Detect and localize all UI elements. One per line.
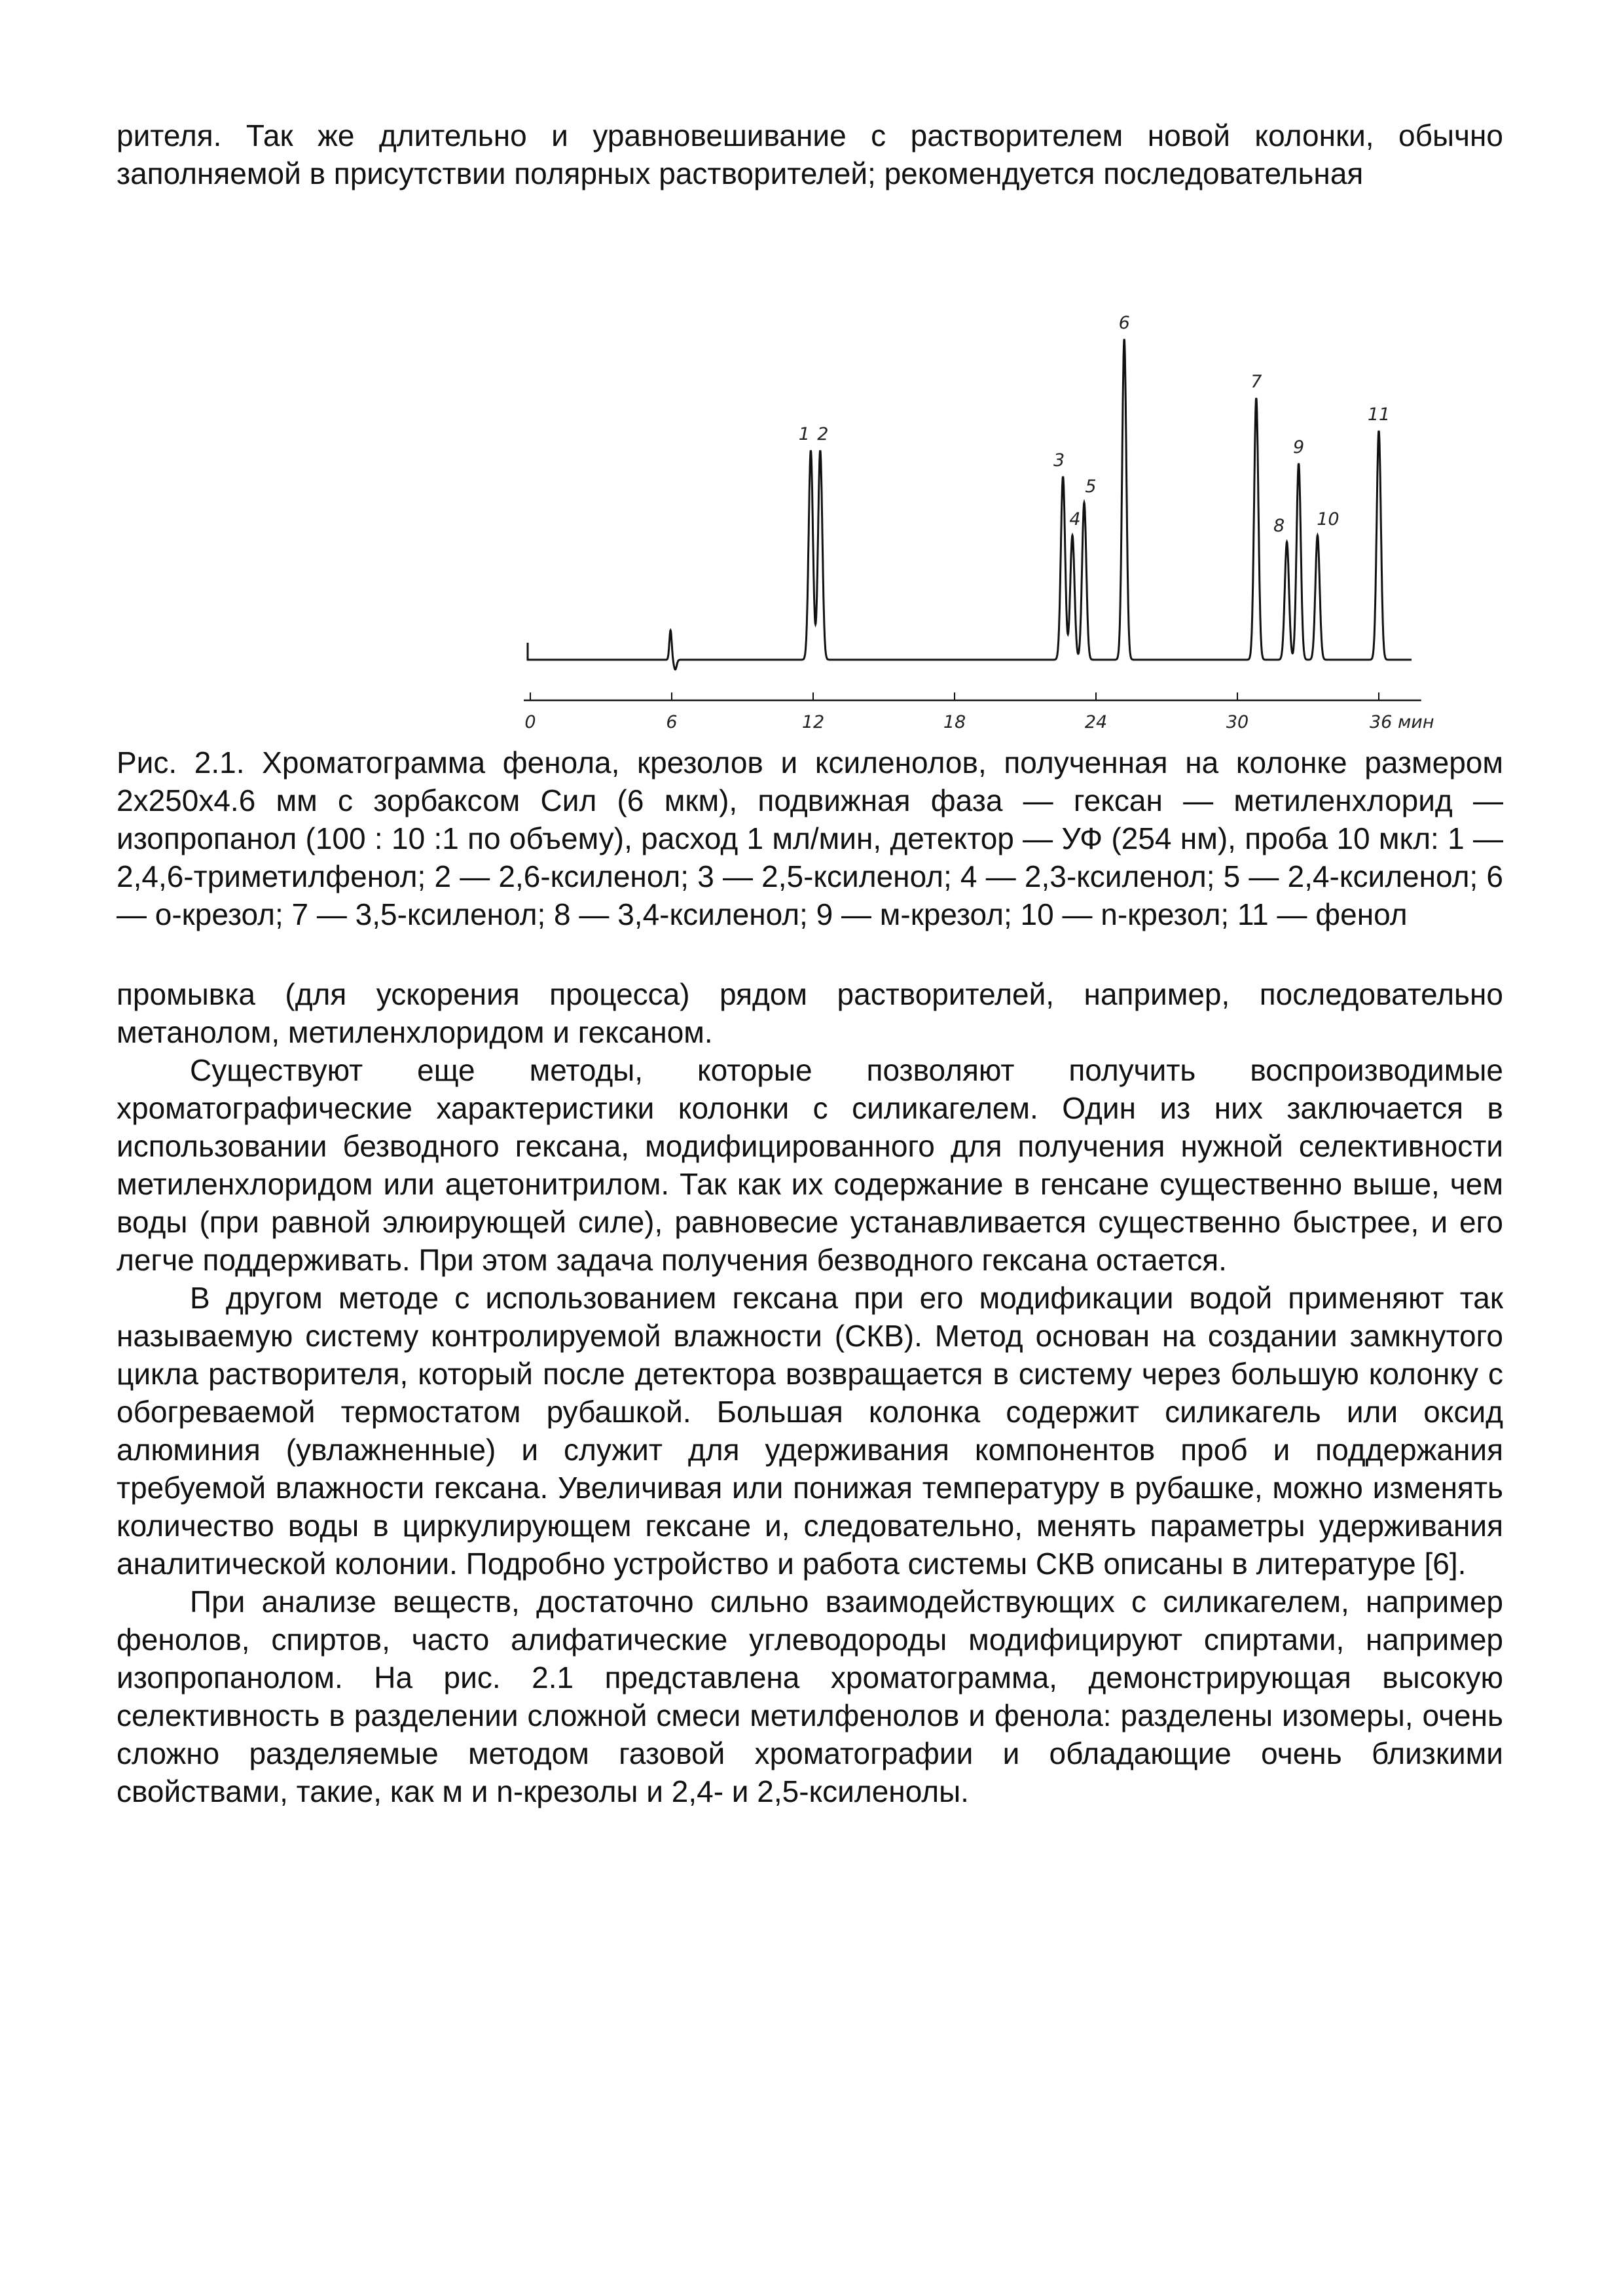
chromatogram-figure [117, 208, 1503, 744]
document-page [117, 117, 1503, 1810]
time-axis-tick-label: 24 [1084, 712, 1108, 732]
peak-label-9: 9 [1293, 437, 1305, 457]
peak-label-8: 8 [1273, 516, 1285, 536]
time-axis-tick-label: 30 [1226, 712, 1249, 732]
peak-label-5: 5 [1085, 476, 1097, 497]
time-axis-tick-label: 6 [666, 712, 678, 732]
peak-label-7: 7 [1250, 372, 1262, 392]
time-axis-tick-label: 12 [801, 712, 825, 732]
peak-label-11: 11 [1367, 404, 1391, 425]
time-axis-tick-label: 0 [524, 712, 536, 732]
paragraph-analysis: При анализе веществ, достаточно сильно взаимодействующих с силикагелем, например фенолов, спиртов, часто алифатические углеводороды модифицируют спиртами, например изопропанолом. На рис. 2.1 представлена хроматограмма, демонстрирующая высокую селективность в разделении сложной смеси метилфенолов и фенола: разделены изомеры, очень сложно разделяемые методом газовой хроматографии и обладающие очень близкими свойствами, такие, как м и n-крезолы и 2,4- и 2,5-ксиленолы. [117, 1585, 1503, 1808]
figure-caption: Рис. 2.1. Хроматограмма фенола, крезолов и ксиленолов, полученная на колонке размером 2x250x4.6 мм с зорбаксом Сил (6 мкм), подвижная фаза — гексан — метиленхлорид — изопропанол (100 : 10 :1 по объему), расход 1 мл/мин, детектор — УФ (254 нм), проба 10 мкл: 1 — 2,4,6-триметилфенол; 2 — 2,6-ксиленол; 3 — 2,5-ксиленол; 4 — 2,3-ксиленол; 5 — 2,4-ксиленол; 6 — о-крезол; 7 — 3,5-ксиленол; 8 — 3,4-ксиленол; 9 — м-крезол; 10 — n-крезол; 11 — фенол [117, 745, 1503, 931]
peak-label-4: 4 [1069, 509, 1081, 529]
time-axis-tick-label: 18 [943, 712, 966, 732]
chromatogram-trace [528, 339, 1412, 670]
top-paragraph: рителя. Так же длительно и уравновешивание с растворителем новой колонки, обычно заполняемой в присутствии полярных растворителей; рекомендуется последовательная [117, 118, 1503, 190]
time-axis-tick-label: 36 мин [1370, 712, 1434, 732]
peak-label-1: 1 [798, 424, 810, 444]
chromatogram-chart [117, 208, 1503, 744]
paragraph-continued: промывка (для ускорения процесса) рядом растворителей, например, последовательно метанолом, метиленхлоридом и гексаном. [117, 977, 1503, 1049]
peak-label-6: 6 [1118, 313, 1130, 333]
peak-label-10: 10 [1317, 509, 1340, 529]
paragraph-methods: Существуют еще методы, которые позволяют получить воспроизводимые хроматографические характеристики колонки с силикагелем. Один из них заключается в использовании безводного гексана, модифицированного для получения нужной селективности метиленхлоридом или ацетонитрилом. Так как их содержание в генсане существенно выше, чем воды (при равной элюирующей силе), равновесие устанавливается существенно быстрее, и его легче поддерживать. При этом задача получения безводного гексана остается. [117, 1053, 1503, 1277]
peak-label-2: 2 [817, 424, 829, 444]
peak-label-3: 3 [1053, 450, 1065, 471]
paragraph-skv: В другом методе с использованием гексана при его модификации водой применяют так называемую систему контролируемой влажности (СКВ). Метод основан на создании замкнутого цикла растворителя, который после детектора возвращается в систему через большую колонку с обогреваемой термостатом рубашкой. Большая колонка содержит силикагель или оксид алюминия (увлажненные) и служит для удерживания компонентов проб и поддержания требуемой влажности гексана. Увеличивая или понижая температуру в рубашке, можно изменять количество воды в циркулирующем гексане и, следовательно, менять параметры удерживания аналитической колонии. Подробно устройство и работа системы СКВ описаны в литературе [6]. [117, 1281, 1503, 1581]
